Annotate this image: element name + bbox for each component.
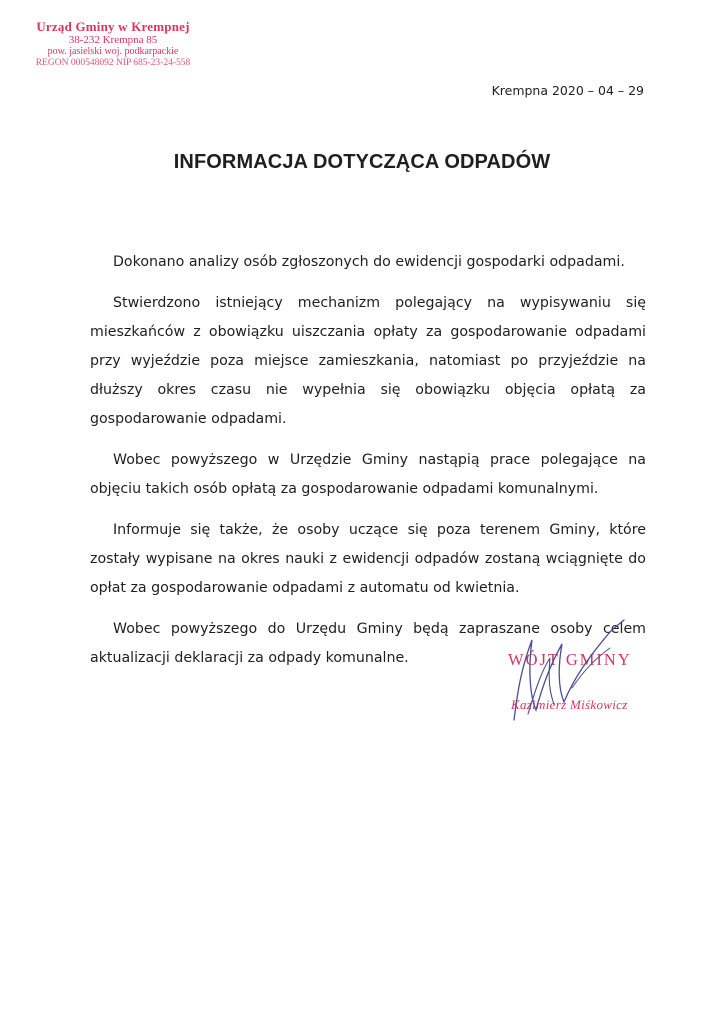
paragraph: Informuje się także, że osoby uczące się poza terenem Gminy, które zostały wypisane na okres nauki z ewidencji odpadów zostaną wciągnięte do opłat za gospodarowanie odpadami z automatu od kwietnia. (90, 522, 646, 596)
paragraph: Wobec powyższego w Urzędzie Gminy nastąpią prace polegające na objęciu takich osób opłatą za gospodarowanie odpadami komunalnymi. (90, 452, 646, 497)
document-title: INFORMACJA DOTYCZĄCA ODPADÓW (173, 151, 551, 173)
paragraph: Stwierdzono istniejący mechanizm polegający na wypisywaniu się mieszkańców z obowiązku uiszczania opłaty za gospodarowanie odpadami przy wyjeździe poza miejsce zamieszkania, natomiast po przyjeździe na dłuższy okres czasu nie wypełnia się obowiązku objęcia opłatą za gospodarowanie odpadami. (90, 295, 646, 427)
stamp-office-name: Urząd Gminy w Krempnej (36, 19, 190, 34)
paragraph: Dokonano analizy osób zgłoszonych do ewidencji gospodarki odpadami. (113, 254, 625, 270)
signatory-title-stamp: WÓJT GMINY (508, 650, 632, 669)
handwritten-signature (492, 618, 632, 723)
document-date: Krempna 2020 – 04 – 29 (491, 83, 644, 98)
stamp-address: 38-232 Krempna 85 (68, 33, 158, 46)
signatory-name-stamp: Kazimierz Miśkowicz (511, 697, 628, 712)
paragraph: Wobec powyższego do Urzędu Gminy będą zapraszane osoby celem aktualizacji deklaracji za odpady komunalne. (90, 621, 646, 666)
office-stamp (28, 20, 198, 69)
stamp-region: pow. jasielski woj. podkarpackie (47, 46, 179, 58)
stamp-registry-numbers: REGON 000548092 NIP 685-23-24-558 (35, 57, 191, 68)
